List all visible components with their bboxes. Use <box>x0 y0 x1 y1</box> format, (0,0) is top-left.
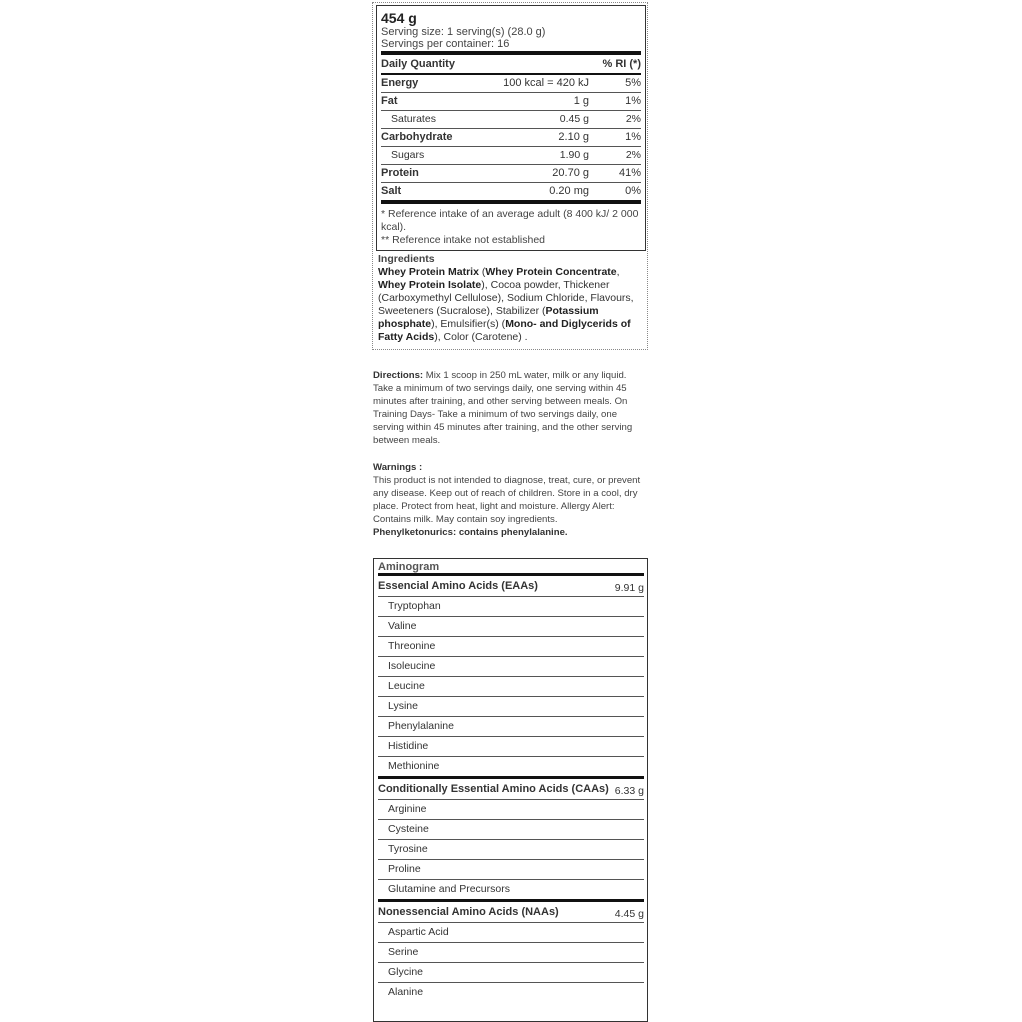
aminogram-table <box>373 558 648 1022</box>
nutrient-row-saturates <box>381 111 641 129</box>
amino-item: Arginine <box>378 800 644 820</box>
ingredient-text: ), Cocoa powder, Thickener (Carboxymethyl Cellulose), Sodium Chloride, Flavours, Sweeteners (Sucralose), Stabilizer ( <box>378 279 634 317</box>
group-name: Essencial Amino Acids (EAAs) <box>378 580 538 592</box>
header-ri: % RI (*) <box>602 58 641 70</box>
reference-not-established-note: ** Reference intake not established <box>381 234 546 246</box>
reference-intake-note: * Reference intake of an average adult (8 400 kJ/ 2 000 kcal). <box>381 208 639 233</box>
nutrient-name: Carbohydrate <box>381 131 453 143</box>
nutrient-quantity: 20.70 g <box>552 167 589 179</box>
amino-item: Tyrosine <box>378 840 644 860</box>
amino-group-caas <box>378 779 644 800</box>
group-name: Conditionally Essential Amino Acids (CAAs) <box>378 783 609 795</box>
amino-item: Valine <box>378 617 644 637</box>
header-daily-quantity: Daily Quantity <box>381 58 455 70</box>
nutrient-ri: 1% <box>625 131 641 143</box>
amino-item: Alanine <box>388 986 424 998</box>
aminogram-title: Aminogram <box>378 561 440 573</box>
nutrient-ri: 2% <box>625 149 641 161</box>
amino-item: Phenylalanine <box>378 717 644 737</box>
nutrient-name: Saturates <box>391 113 436 125</box>
amino-item: Glutamine and Precursors <box>388 883 510 895</box>
warnings <box>373 461 649 539</box>
nutrient-name: Salt <box>381 185 402 197</box>
amino-item: Methionine <box>388 760 440 772</box>
amino-item: Cysteine <box>378 820 644 840</box>
nutrient-name: Fat <box>381 95 398 107</box>
nutrient-name: Sugars <box>391 149 425 161</box>
heavy-divider <box>381 200 641 204</box>
nutrient-row-fat <box>381 93 641 111</box>
ingredient-text: ), Color (Carotene) . <box>434 331 528 343</box>
ingredients-heading: Ingredients <box>378 253 435 265</box>
nutrient-ri: 0% <box>625 185 641 197</box>
nutrient-row-protein <box>381 165 641 183</box>
amino-item: Tryptophan <box>378 597 644 617</box>
ingredient-text: ), Emulsifier(s) ( <box>431 318 506 330</box>
amino-item: Isoleucine <box>378 657 644 677</box>
amino-item: Proline <box>378 860 644 880</box>
nutrient-quantity: 100 kcal = 420 kJ <box>503 77 589 89</box>
directions-label: Directions: <box>373 370 424 381</box>
amino-group-naas <box>378 902 644 923</box>
nutrition-facts-table <box>376 5 646 251</box>
nutrient-name: Energy <box>381 77 419 89</box>
warnings-label: Warnings : <box>373 462 423 473</box>
nutrient-name: Protein <box>381 167 419 179</box>
warnings-text: This product is not intended to diagnose, treat, cure, or prevent any disease. Keep out of reach of children. Store in a cool, dry place. Protect from heat, light and moisture. Allergy Alert: Contains milk. May contain soy ingredients. <box>373 475 641 525</box>
group-value: 6.33 g <box>614 785 644 797</box>
ingredient-bold: Whey Protein Concentrate <box>485 266 617 278</box>
group-value: 9.91 g <box>614 582 644 594</box>
nutrient-quantity: 0.45 g <box>559 113 589 125</box>
amino-item: Aspartic Acid <box>378 923 644 943</box>
nutrient-row-carbohydrate <box>381 129 641 147</box>
nutrient-quantity: 1.90 g <box>559 149 589 161</box>
nutrient-ri: 2% <box>625 113 641 125</box>
nutrient-row-salt <box>381 183 641 200</box>
amino-item: Histidine <box>378 737 644 757</box>
nutrient-ri: 1% <box>625 95 641 107</box>
net-weight: 454 g <box>381 10 417 26</box>
nutrient-quantity: 2.10 g <box>558 131 589 143</box>
nutrient-ri: 41% <box>618 167 641 179</box>
group-value: 4.45 g <box>614 908 644 920</box>
amino-group-eaas <box>378 576 644 597</box>
ingredient-bold: Potassium phosphate <box>378 305 599 330</box>
amino-item: Leucine <box>378 677 644 697</box>
ingredient-bold: Mono- and Diglycerids of Fatty Acids <box>378 318 631 343</box>
nutrient-quantity: 1 g <box>573 95 589 107</box>
ingredient-text: ( <box>478 266 486 278</box>
nutrient-row-energy <box>381 75 641 93</box>
servings-per-container: Servings per container: 16 <box>381 38 510 50</box>
ingredient-bold: Whey Protein Matrix <box>378 266 479 278</box>
nutrient-quantity: 0.20 mg <box>549 185 589 197</box>
directions <box>373 369 649 447</box>
serving-size: Serving size: 1 serving(s) (28.0 g) <box>381 26 546 38</box>
amino-item: Glycine <box>378 963 644 983</box>
directions-text: Mix 1 scoop in 250 mL water, milk or any liquid. Take a minimum of two servings daily, one serving within 45 minutes after training, and other serving between meals. On Training Days- Take a minimum of two servings daily, one serving within 45 minutes after training, and the other serving between meals. <box>373 370 633 446</box>
table-header <box>381 55 641 75</box>
nutrient-row-sugars <box>381 147 641 165</box>
ingredient-bold: Whey Protein Isolate <box>378 279 482 291</box>
amino-item: Serine <box>378 943 644 963</box>
nutrient-ri: 5% <box>625 77 641 89</box>
ingredients-text <box>378 266 644 344</box>
amino-item: Lysine <box>378 697 644 717</box>
group-name: Nonessencial Amino Acids (NAAs) <box>378 906 559 918</box>
amino-item: Threonine <box>378 637 644 657</box>
ingredient-text: , <box>616 266 620 278</box>
ingredients <box>378 253 644 344</box>
phenylketonurics-warning: Phenylketonurics: contains phenylalanine. <box>373 527 568 538</box>
